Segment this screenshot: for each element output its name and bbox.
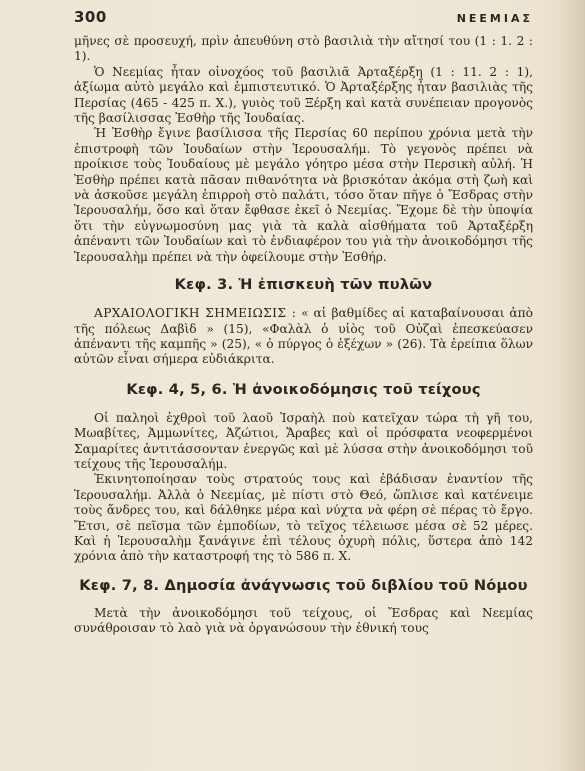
page-edge-shadow — [563, 0, 585, 771]
running-title: ΝΕΕΜΙΑΣ — [456, 12, 533, 25]
paragraph: Ἡ Ἐσθὴρ ἔγινε βασίλισσα τῆς Περσίας 60 περίπου χρόνια μετὰ τὴν ἐπιστροφὴ τῶν Ἰουδαίων στὴν Ἱερουσαλήμ. Τὸ γεγονὸς πρέπει νὰ προίκισε τοὺς Ἰουδαίους μὲ μεγάλο γόητρο μέσα στὴν Περσικὴ αὐλή. Ἡ Ἐσθὴρ πρέπει κατὰ πᾶσαν πιθανότητα νὰ βρισκόταν ἀκόμα στὴ ζωὴ καὶ νὰ ἀσκοῦσε μεγάλη ἐπιρροὴ στὸ παλάτι, τόσο ὅταν πῆγε ὁ Ἔσδρας στὴν Ἱερουσαλήμ, ὅσο καὶ ὅταν ἔφθασε ἐκεῖ ὁ Νεεμίας. Ἔχομε δὲ τὴν ὑποψία ὅτι τὴν εὐγνωμοσύνη μας γιὰ τὰ καλὰ αἰσθήματα τοῦ Ἀρταξέρξη ἀπέναντι τῶν Ἰουδαίων καὶ τὸ ἐνδιαφέρον του γιὰ τὴν ἀνοικοδόμησι τῆς Ἱερουσαλὴμ πρέπει νὰ τὴν ὀφείλουμε στὴν Ἐσθήρ. — [74, 126, 533, 264]
note-label: ΑΡΧΑΙΟΛΟΓΙΚΗ ΣΗΜΕΙΩΣΙΣ : — [94, 306, 297, 321]
page-number: 300 — [74, 8, 107, 26]
paragraph: Ἐκινητοποίησαν τοὺς στρατούς τους καὶ ἐβάδισαν ἐναντίον τῆς Ἱερουσαλήμ. Ἀλλὰ ὁ Νεεμίας, μὲ πίστι στὸ Θεό, ὥπλισε καὶ κατένειμε τοὺς ἄνδρες του, καὶ δάλθηκε μέρα καὶ νύχτα νὰ φέρη σὲ πέρας τὸ ἔργο. Ἔτσι, σὲ πεῖσμα τῶν ἐμποδίων, τὸ τεῖχος τέλειωσε μέσα σὲ 52 μέρες. Καὶ ἡ Ἱερουσαλὴμ ξανάγινε ἐπὶ τέλους ὀχυρὴ πόλις, ὕστερα ἀπὸ 142 χρόνια ἀπὸ τὴν καταστροφή της τὸ 586 π. Χ. — [74, 472, 533, 564]
section-intro — [74, 34, 533, 265]
paragraph: μῆνες σὲ προσευχή, πρὶν ἀπευθύνη στὸ βασιλιὰ τὴν αἴτησί του (1 : 1. 2 : 1). — [74, 34, 533, 64]
chapter-heading-3: Κεφ. 3. Ἡ ἐπισκευὴ τῶν πυλῶν — [174, 276, 433, 294]
note-text: « αἱ βαθμίδες αἱ καταβαίνουσαι ἀπὸ τῆς πόλεως Δαβὶδ » (15), «Φαλὰλ ὁ υἱὸς τοῦ Οὐζαὶ ἐπεσκεύασεν ἀπέναντι τῆς καμπῆς » (25), « ὁ πύργος ὁ ἐξέχων » (26). Τὰ ἐρείπια ὅλων αὐτῶν εἶναι σήμερα εὐδιάκριτα. — [74, 306, 533, 367]
paragraph: Οἱ παληοὶ ἐχθροὶ τοῦ λαοῦ Ἰσραὴλ ποὺ κατεῖχαν τώρα τὴ γῆ του, Μωαβίτες, Ἀμμωνίτες, Ἀζώτιοι, Ἄραβες καὶ οἱ πρόσφατα νεοφερμένοι Σαμαρίτες ἀντιτάσσονταν ἐνεργῶς καὶ μὲ λύσσα στὴν ἀνοικοδόμησι τοῦ τείχους τῆς Ἱερουσαλήμ. — [74, 410, 533, 471]
section-wall — [74, 411, 533, 565]
chapter-heading-7-8: Κεφ. 7, 8. Δημοσία ἀνάγνωσις τοῦ διβλίου τοῦ Νόμου — [79, 576, 528, 594]
section-gates — [74, 306, 533, 368]
archaeological-note — [74, 306, 533, 368]
running-head — [74, 8, 533, 34]
paragraph: Μετὰ τὴν ἀνοικοδόμησι τοῦ τείχους, οἱ Ἔσδρας καὶ Νεεμίας συνάθροισαν τὸ λαὸ γιὰ νὰ ὀργανώσουν τὴν ἐθνική τους — [74, 605, 533, 636]
paragraph: Ὁ Νεεμίας ἦταν οἰνοχόος τοῦ βασιλιᾶ Ἀρταξέρξη (1 : 11. 2 : 1), ἀξίωμα αὐτὸ μεγάλο καὶ ἐμπιστευτικό. Ὁ Ἀρταξέρξης ἦταν βασιλιὰς τῆς Περσίας (465 - 425 π. Χ.), γυιὸς τοῦ Ξέρξη καὶ κατὰ συνέπειαν προγονὸς τῆς βασίλισσας Ἐσθὴρ τῆς Ἰουδαίας. — [74, 64, 533, 126]
section-law-reading — [74, 606, 533, 637]
chapter-heading-4-6: Κεφ. 4, 5, 6. Ἡ ἀνοικοδόμησις τοῦ τείχους — [126, 380, 481, 398]
